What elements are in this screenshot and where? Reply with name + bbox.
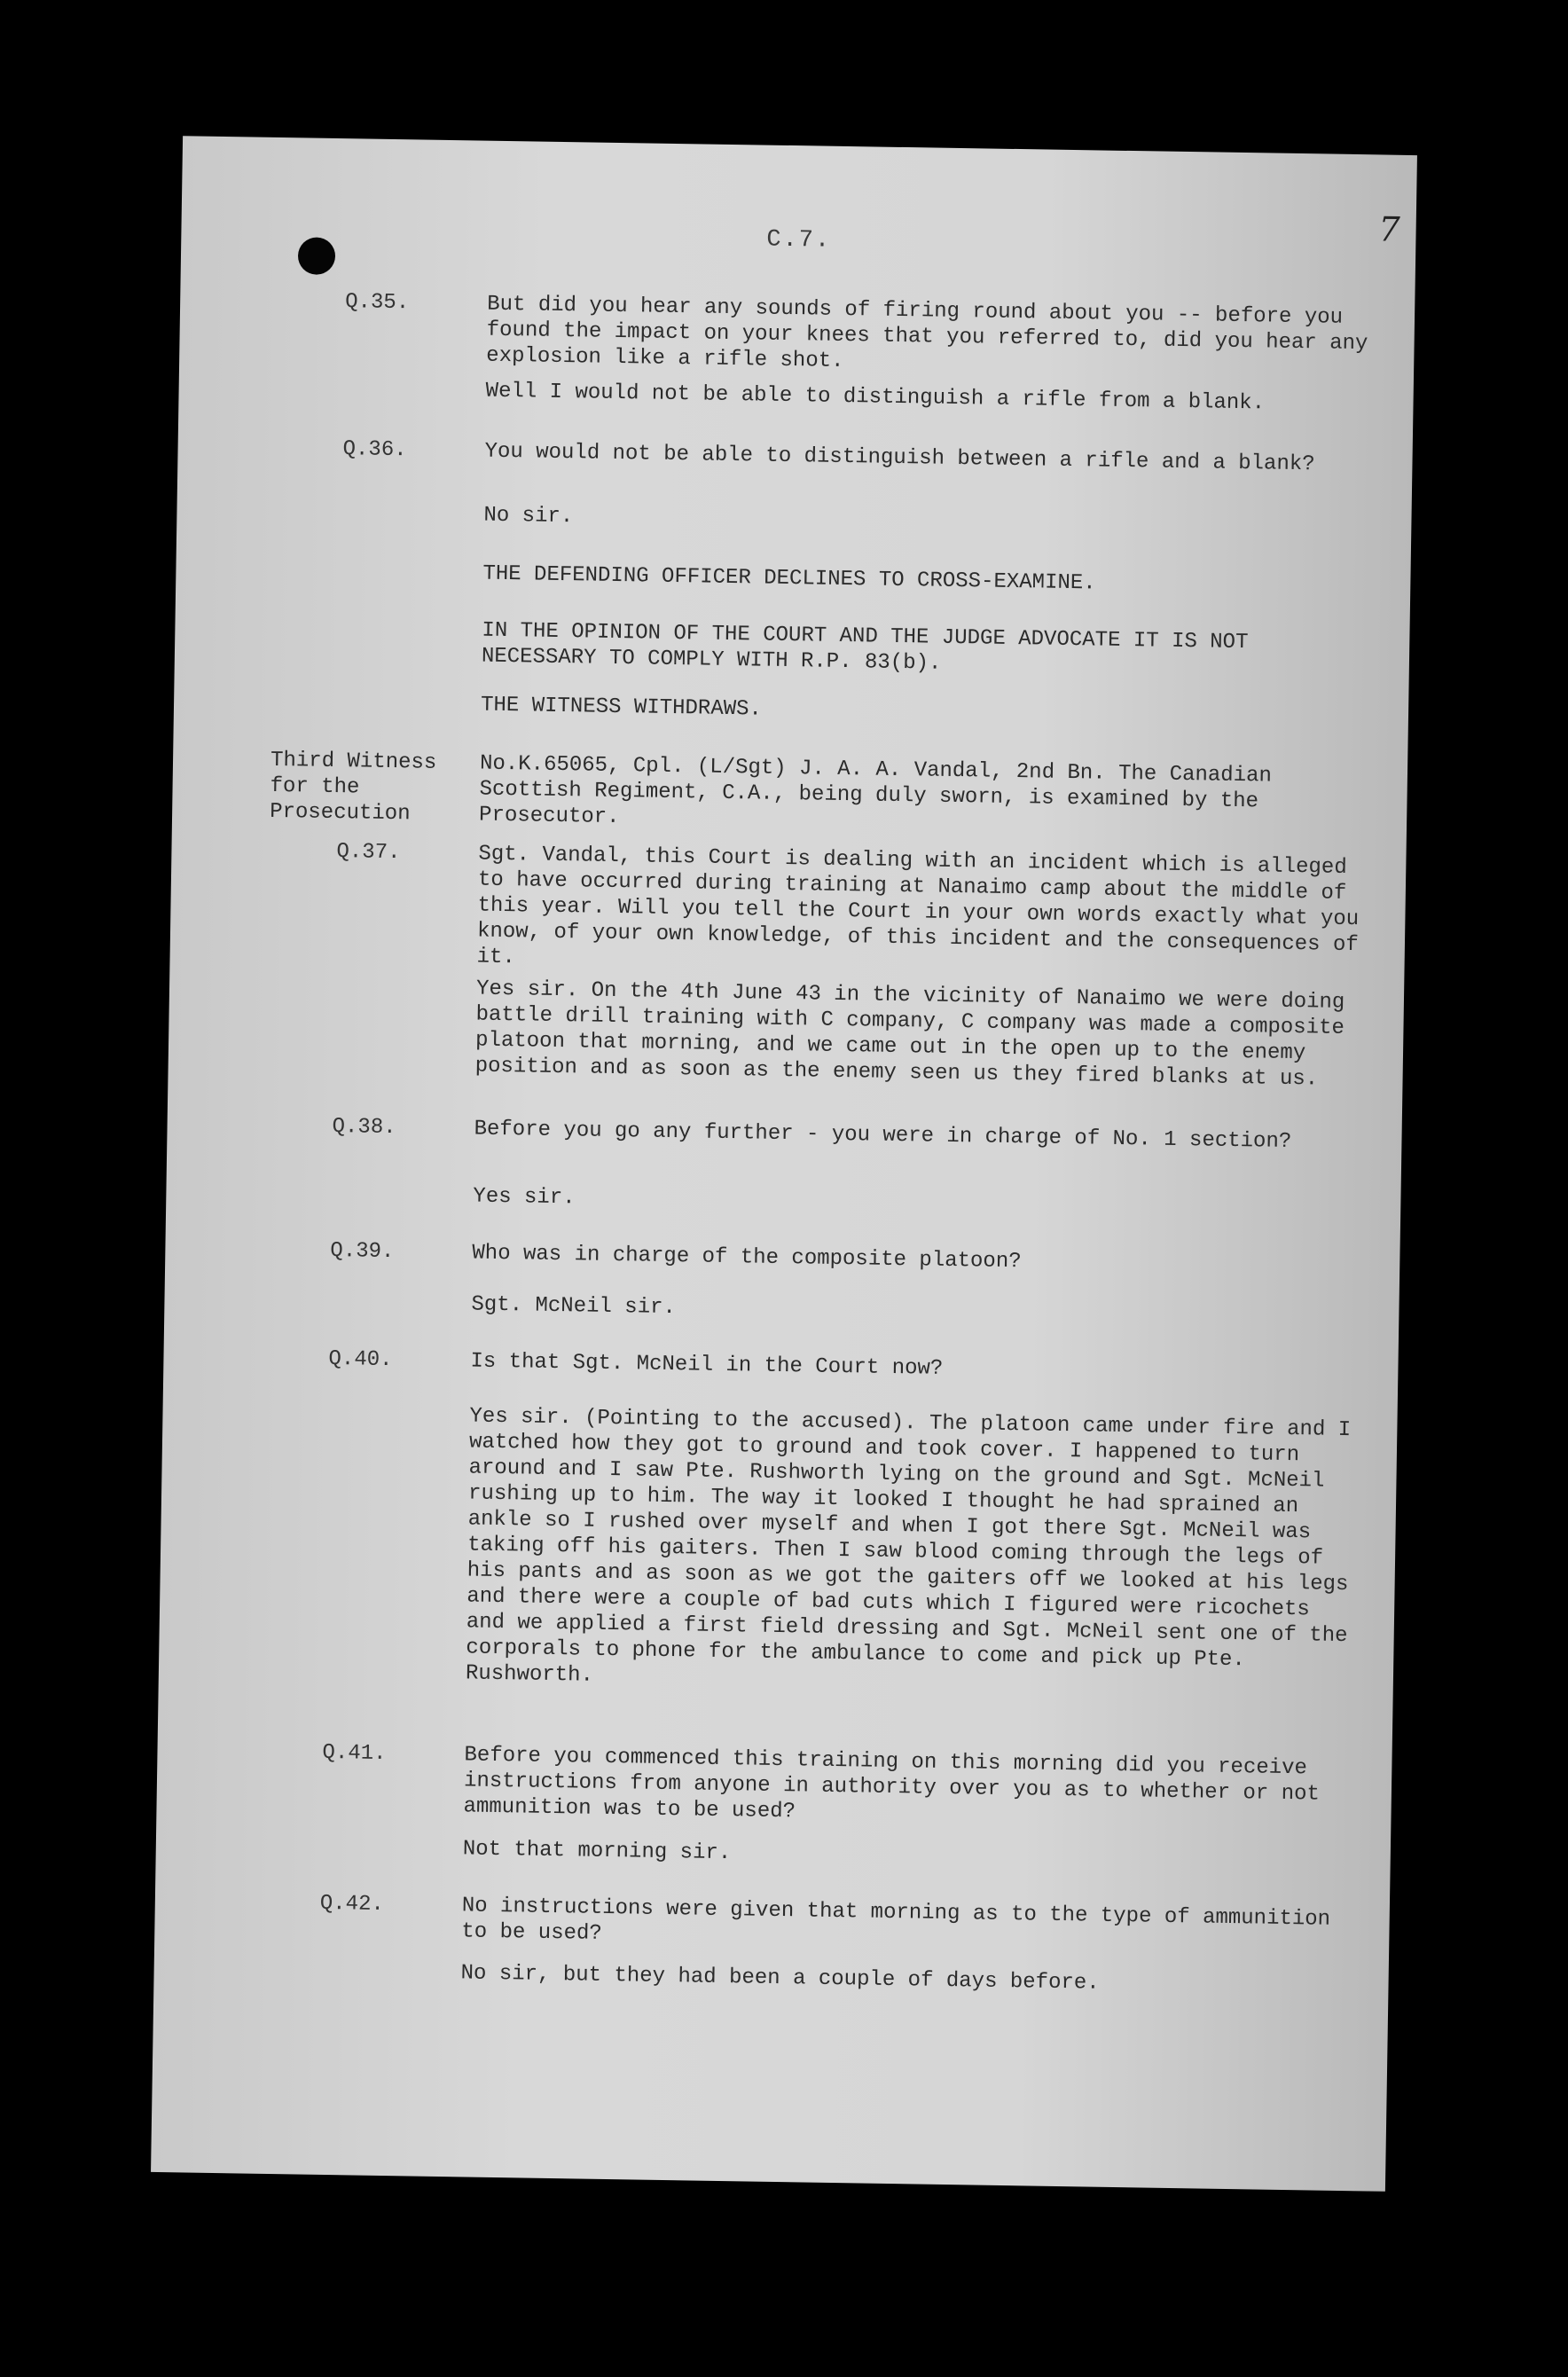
question-block [342,436,1389,479]
answer-text: Yes sir. [473,1184,576,1211]
answer-text: Sgt. McNeil sir. [471,1292,677,1321]
question-number: Q.42. [319,1891,385,1918]
question-block [332,1114,1378,1157]
answer-text: Not that morning sir. [462,1837,732,1866]
question-text: Before you go any further - you were in charge of No. 1 section? [474,1117,1292,1154]
page-number: C.7. [766,226,832,255]
answer-text: No sir. [483,503,574,530]
document-page [151,136,1417,2192]
answer-text: Yes sir. On the 4th June 43 in the vicinity of Nanaimo we were doing battle drill training with C company, C company was made a composite platoon that morning, and we came out in the open up to the enemy position and as soon as the enemy seen us they fired blanks at us. [474,977,1345,1092]
question-block [344,289,1392,383]
question-block [328,1346,1375,1389]
question-block [334,839,1383,985]
transcript-body [151,136,1417,2192]
witness-intro: No.K.65065, Cpl. (L/Sgt) J. A. A. Vandal, 2nd Bn. The Canadian Scottish Regiment, C.A., being duly sworn, is examined by the Prosecutor. [478,751,1273,830]
question-number: Q.38. [332,1114,396,1141]
procedural-note: THE WITNESS WITHDRAWS. [480,693,763,722]
question-text: Is that Sgt. McNeil in the Court now? [470,1349,944,1381]
question-block [319,1891,1367,1959]
answer-text: No sir, but they had been a couple of days before. [460,1961,1100,1996]
question-number: Q.40. [328,1346,393,1373]
procedural-note: IN THE OPINION OF THE COURT AND THE JUDGE ADVOCATE IT IS NOT NECESSARY TO COMPLY WITH R.P. 83(b). [481,618,1249,676]
handwritten-page-mark: 7 [1378,209,1400,249]
question-text: But did you hear any sounds of firing round about you -- before you found the impact on your knees that you referred to, did you hear any explosion like a rifle shot. [486,292,1368,373]
question-text: You would not be able to distinguish between a rifle and a blank? [484,439,1315,477]
question-block [330,1238,1376,1281]
procedural-note: THE DEFENDING OFFICER DECLINES TO CROSS-EXAMINE. [482,561,1096,596]
question-text: Before you commenced this training on this morning did you receive instructions from anyone in authority over you as to whether or not ammunition was to be used? [463,1743,1321,1824]
question-number: Q.37. [336,840,401,866]
question-text: No instructions were given that morning as to the type of ammunition to be used? [461,1894,1331,1946]
question-text: Who was in charge of the composite platoon? [472,1241,1022,1275]
question-number: Q.35. [344,290,410,316]
question-number: Q.36. [342,437,407,463]
answer-text: Yes sir. (Pointing to the accused). The platoon came under fire and I watched how they got to ground and took cover. I happened to turn around and I saw Pte. Rushworth lying on the ground and Sgt. McNeil rushing up to him. The way it looked I thought he had sprained an ankle so I rushed over myself and when I got there Sgt. McNeil was taking off his gaiters. Then I saw blood coming through the legs of his pants and as soon as we got the gaiters off we looked at his legs and there were a couple of bad cuts which I figured were ricochets and we applied a first field dressing and Sgt. McNeil sent one of the corporals to phone for the ambulance to come and pick up Pte. Rushworth. [465,1404,1352,1688]
question-number: Q.41. [322,1740,387,1767]
question-number: Q.39. [330,1238,395,1265]
question-block [321,1740,1368,1834]
answer-text: Well I would not be able to distinguish a rifle from a blank. [485,379,1266,416]
witness-label: Third Witness for the Prosecution [269,748,437,827]
question-text: Sgt. Vandal, this Court is dealing with an incident which is alleged to have occurred during training at Nanaimo camp about the middle of this year. Will you tell the Court in your own words exactly what you know, of your own knowledge, of this incident and the consequences of it. [476,842,1360,970]
